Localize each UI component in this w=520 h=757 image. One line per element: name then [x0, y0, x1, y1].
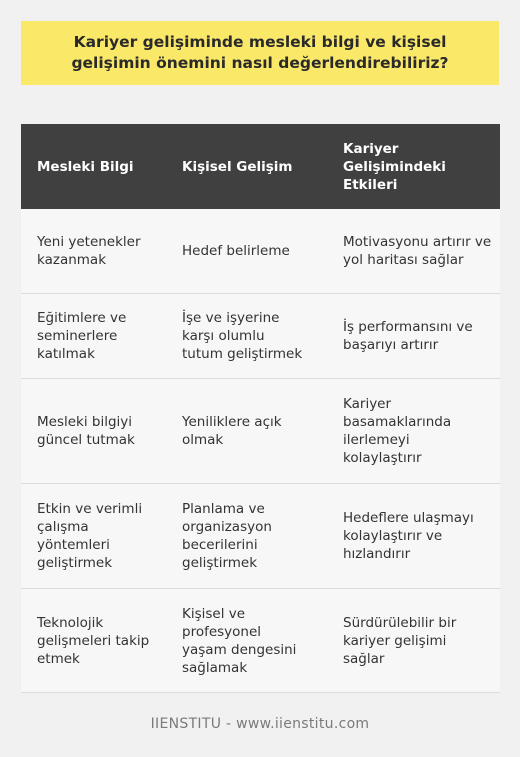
page-title: Kariyer gelişiminde mesleki bilgi ve kişisel gelişimin önemini nasıl değerlendirebiliriz?	[71, 33, 449, 72]
table-cell: Hedeflere ulaşmayı kolaylaştırır ve hızlandırır	[343, 510, 474, 562]
table-row	[21, 484, 500, 589]
header-cell-kariyer-etkileri: Kariyer Gelişimindeki Etkileri	[343, 140, 446, 193]
header-cell-kisisel-gelisim: Kişisel Gelişim	[182, 158, 293, 175]
table-row	[21, 209, 500, 294]
table-row	[21, 294, 500, 379]
table-cell: İş performansını ve başarıyı artırır	[343, 319, 473, 353]
table-cell: Etkin ve verimli çalışma yöntemleri geliştirmek	[37, 501, 143, 571]
table-cell: Motivasyonu artırır ve yol haritası sağlar	[343, 234, 492, 268]
table-cell: Sürdürülebilir bir kariyer gelişimi sağlar	[343, 614, 457, 667]
table-cell: Teknolojik gelişmeleri takip etmek	[37, 614, 150, 667]
table-cell: Eğitimlere ve seminerlere katılmak	[37, 310, 127, 362]
table-cell: Planlama ve organizasyon becerilerini geliştirmek	[182, 501, 272, 571]
table-cell: Hedef belirleme	[182, 243, 290, 259]
table-cell: Kariyer basamaklarında ilerlemeyi kolaylaştırır	[343, 396, 452, 466]
table-cell: İşe ve işyerine karşı olumlu tutum geliştirmek	[182, 310, 303, 362]
footer-credit: IIENSTITU - www.iienstitu.com	[150, 716, 370, 732]
table-cell: Mesleki bilgiyi güncel tutmak	[37, 414, 135, 448]
comparison-table	[21, 124, 500, 693]
table-header-row	[21, 124, 500, 209]
table-cell: Kişisel ve profesyonel yaşam dengesini sağlamak	[182, 605, 297, 676]
table-row	[21, 379, 500, 484]
table-cell: Yeni yetenekler kazanmak	[37, 234, 141, 268]
header-cell-mesleki-bilgi: Mesleki Bilgi	[37, 158, 134, 175]
table-row	[21, 589, 500, 693]
table-cell: Yeniliklere açık olmak	[182, 414, 282, 448]
title-banner	[21, 21, 499, 85]
